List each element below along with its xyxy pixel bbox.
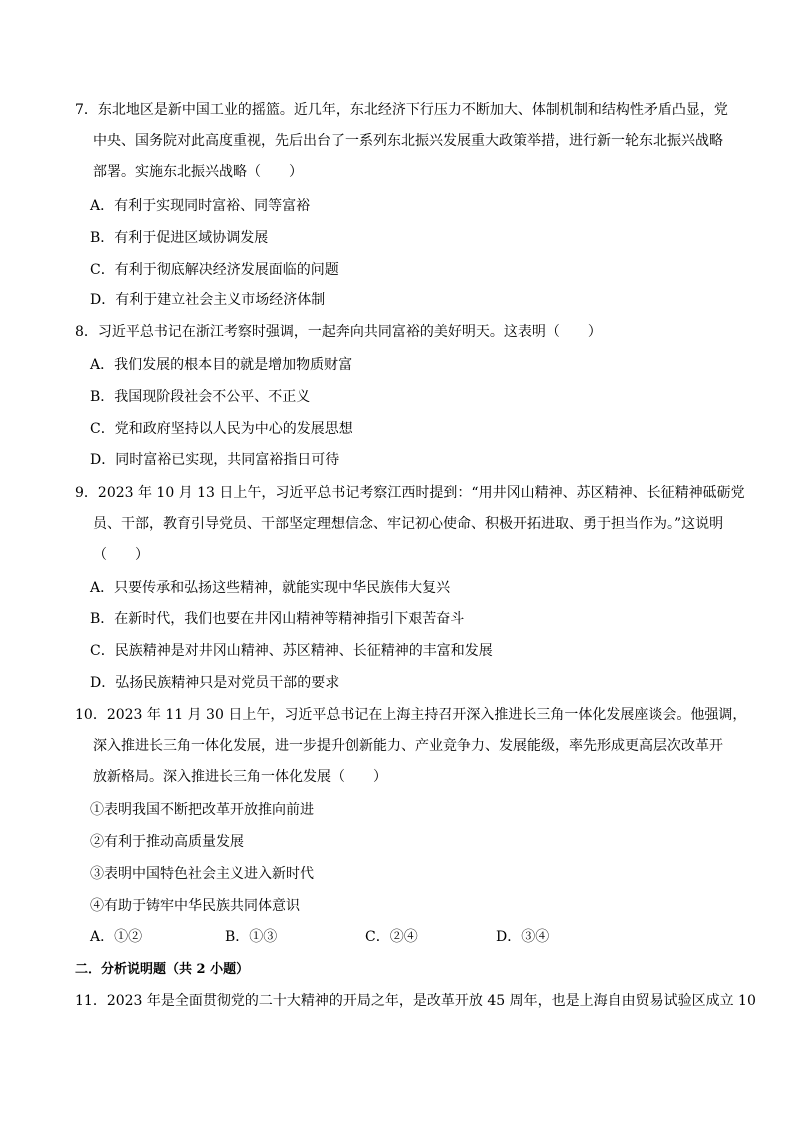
q7-option-a: A．有利于实现同时富裕、同等富裕 bbox=[90, 198, 311, 214]
q9-stem-line-3: （ ） bbox=[93, 547, 149, 563]
q9-option-b: B．在新时代，我们也要在井冈山精神等精神指引下艰苦奋斗 bbox=[90, 611, 465, 627]
q10-statement-3: ③表明中国特色社会主义进入新时代 bbox=[90, 866, 314, 882]
q10-stem-line-1: 10．2023 年 11 月 30 日上午，习近平总书记在上海主持召开深入推进长三角一体化发展座谈会。他强调， bbox=[75, 707, 747, 723]
q11-stem-line-1: 11．2023 年是全面贯彻党的二十大精神的开局之年，是改革开放 45 周年，也是上海自由贸易试验区成立 10 bbox=[75, 993, 756, 1009]
q9-option-a: A．只要传承和弘扬这些精神，就能实现中华民族伟大复兴 bbox=[90, 580, 451, 596]
q10-choice-d: D．③④ bbox=[496, 929, 550, 945]
q10-statement-1: ①表明我国不断把改革开放推向前进 bbox=[90, 802, 314, 818]
q10-stem-line-3: 放新格局。深入推进长三角一体化发展（ ） bbox=[93, 769, 387, 785]
q8-stem-line-1: 8．习近平总书记在浙江考察时强调，一起奔向共同富裕的美好明天。这表明（ ） bbox=[75, 324, 602, 340]
q10-statement-2: ②有利于推动高质量发展 bbox=[90, 834, 244, 850]
q7-option-d: D．有利于建立社会主义市场经济体制 bbox=[90, 292, 326, 308]
q7-stem-line-2: 中央、国务院对此高度重视，先后出台了一系列东北振兴发展重大政策举措，进行新一轮东北振兴战略 bbox=[93, 133, 723, 149]
q8-option-b: B．我国现阶段社会不公平、不正义 bbox=[90, 389, 311, 405]
section-heading: 二．分析说明题（共 2 小题） bbox=[75, 962, 250, 977]
q10-statement-4: ④有助于铸牢中华民族共同体意识 bbox=[90, 898, 300, 914]
q9-stem-line-2: 员、干部，教育引导党员、干部坚定理想信念、牢记初心使命、积极开拓进取、勇于担当作为。”这说明 bbox=[93, 516, 724, 532]
q7-stem-line-3: 部署。实施东北振兴战略（ ） bbox=[93, 164, 303, 180]
q10-stem-line-2: 深入推进长三角一体化发展，进一步提升创新能力、产业竞争力、发展能级，率先形成更高层次改革开 bbox=[93, 738, 723, 754]
q8-option-c: C．党和政府坚持以人民为中心的发展思想 bbox=[90, 421, 353, 437]
q9-option-c: C．民族精神是对井冈山精神、苏区精神、长征精神的丰富和发展 bbox=[90, 643, 493, 659]
q8-option-a: A．我们发展的根本目的就是增加物质财富 bbox=[90, 357, 353, 373]
q9-stem-line-1: 9．2023 年 10 月 13 日上午，习近平总书记考察江西时提到：“用井冈山精神、苏区精神、长征精神砥砺党 bbox=[75, 485, 745, 501]
q7-stem-line-1: 7．东北地区是新中国工业的摇篮。近几年，东北经济下行压力不断加大、体制机制和结构性矛盾凸显，党 bbox=[75, 102, 728, 118]
q10-choice-b: B．①③ bbox=[225, 929, 278, 945]
q10-choice-a: A．①② bbox=[90, 929, 143, 945]
q7-option-b: B．有利于促进区域协调发展 bbox=[90, 230, 269, 246]
q7-option-c: C．有利于彻底解决经济发展面临的问题 bbox=[90, 262, 339, 278]
q9-option-d: D．弘扬民族精神只是对党员干部的要求 bbox=[90, 675, 340, 691]
q10-choices-row bbox=[90, 927, 690, 947]
q10-choice-c: C．②④ bbox=[365, 929, 418, 945]
q8-option-d: D．同时富裕已实现，共同富裕指日可待 bbox=[90, 452, 340, 468]
